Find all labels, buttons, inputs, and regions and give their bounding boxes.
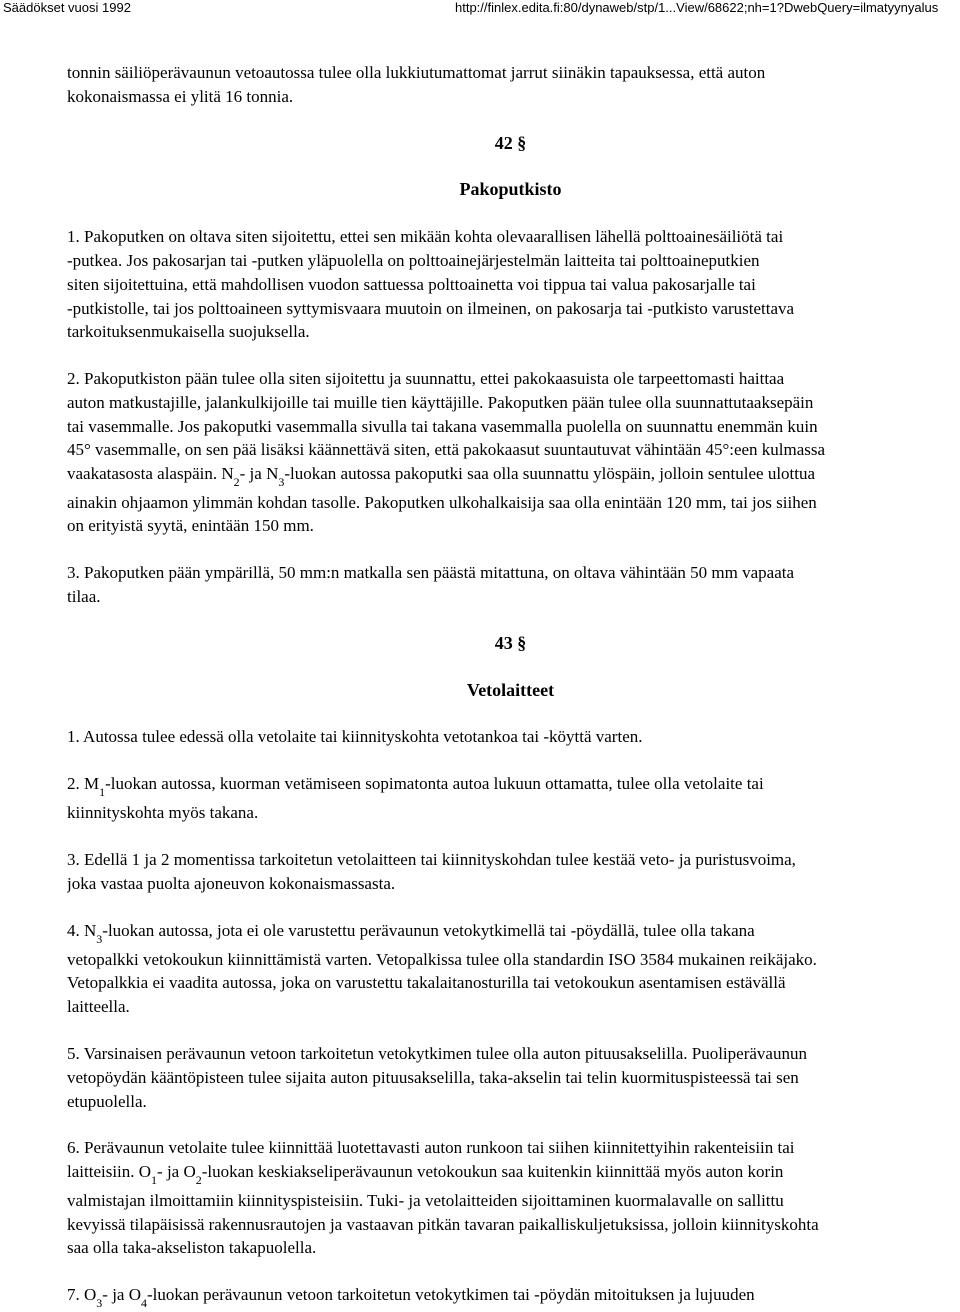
s43-p4-line-3: Vetopalkkia ei vaadita autossa, joka on varustettu takalaitanosturilla tai vetokoukun asentamisen estävällä bbox=[67, 973, 786, 992]
s42-p2-line-5 bbox=[67, 462, 816, 489]
s42-p2-l5-b: - ja N bbox=[239, 464, 279, 483]
s43-p3-line-1: 3. Edellä 1 ja 2 momentissa tarkoitetun vetolaitteen tai kiinnityskohdan tulee kestää veto- ja puristusvoima, bbox=[67, 850, 796, 869]
s42-p1-line-2: -putkea. Jos pakosarjan tai -putken yläpuolella on polttoainejärjestelmän laitteita tai polttoaineputkien bbox=[67, 251, 760, 270]
s43-p6-l2-sub-2: 2 bbox=[195, 1173, 202, 1187]
s42-p2-line-6: ainakin ohjaamon ylimmän kohdan tasolle. Pakoputken ulkohalkaisija saa olla enintään 120 mm, tai jos siihen bbox=[67, 493, 817, 512]
s43-p6-line-5: saa olla taka-akseliston takapuolella. bbox=[67, 1238, 317, 1257]
s43-p4-line-1 bbox=[67, 919, 755, 946]
intro-line-2: kokonaismassa ei ylitä 16 tonnia. bbox=[67, 87, 294, 106]
section-43-title: Vetolaitteet bbox=[466, 680, 555, 700]
s42-p2-l5-sub-2: 3 bbox=[278, 475, 285, 489]
s42-p1-line-3: siten sijoitettuina, että mahdollisen vuodon sattuessa polttoainetta voi tippua tai valua pakosarjalle tai bbox=[67, 275, 756, 294]
s42-p2-line-2: auton matkustajille, jalankulkijoille tai muille tien käyttäjille. Pakoputken pään tulee olla suunnattutaaksepäin bbox=[67, 393, 814, 412]
s43-p5-line-1: 5. Varsinaisen perävaunun vetoon tarkoitetun vetokytkimen tulee olla auton pituusakselilla. Puoliperävaunun bbox=[67, 1044, 807, 1063]
s42-p2-line-4: 45° vasemmalle, on sen pää lisäksi käännettävä siten, että pakokaasut suuntautuvat vähintään 45°:een kulmassa bbox=[67, 440, 826, 459]
s43-p6-line-4: kevyissä tilapäisissä rakennusrautojen ja vastaavan pitkän tavaran paikalliskuljetuksissa, jolloin kiinnityskohta bbox=[67, 1215, 819, 1234]
s43-p7-l1-a: 7. O bbox=[67, 1285, 97, 1304]
header-site-title: Säädökset vuosi 1992 bbox=[3, 0, 131, 15]
s43-p6-l2-a: laitteisiin. O bbox=[67, 1162, 152, 1181]
s43-p4-line-4: laitteella. bbox=[67, 997, 130, 1016]
s43-p4-l1-b: -luokan autossa, jota ei ole varustettu perävaunun vetokytkimellä tai -pöydällä, tulee olla takana bbox=[102, 921, 755, 940]
s43-p1-line-1: 1. Autossa tulee edessä olla vetolaite tai kiinnityskohta vetotankoa tai -köyttä varten. bbox=[67, 727, 643, 746]
section-42-number: 42 § bbox=[494, 133, 527, 153]
s43-p4-l1-a: 4. N bbox=[67, 921, 97, 940]
s42-p3-line-1: 3. Pakoputken pään ympärillä, 50 mm:n matkalla sen päästä mitattuna, on oltava vähintään 50 mm vapaata bbox=[67, 563, 795, 582]
s43-p6-line-1: 6. Perävaunun vetolaite tulee kiinnittää luotettavasti auton runkoon tai siihen kiinnitettyihin rakenteisiin tai bbox=[67, 1138, 795, 1157]
s43-p4-line-2: vetopalkki vetokoukun kiinnittämistä varten. Vetopalkissa tulee olla standardin ISO 3584 mukainen reikäjako. bbox=[67, 950, 817, 969]
s43-p6-l2-c: -luokan keskiakseliperävaunun vetokoukun saa kuitenkin kiinnittää myös auton korin bbox=[201, 1162, 784, 1181]
s43-p7-line-1 bbox=[67, 1283, 755, 1310]
s42-p2-l5-a: vaakatasosta alaspäin. N bbox=[67, 464, 234, 483]
s43-p3-line-2: joka vastaa puolta ajoneuvon kokonaismassasta. bbox=[67, 874, 396, 893]
s43-p2-l1-sub: 1 bbox=[99, 785, 106, 799]
s43-p7-l1-c: -luokan perävaunun vetoon tarkoitetun vetokytkimen tai -pöydän mitoituksen ja lujuuden bbox=[147, 1285, 755, 1304]
s42-p1-line-4: -putkistolle, tai jos polttoaineen syttymisvaara muutoin on ilmeinen, on pakosarja tai -putkisto varustettava bbox=[67, 299, 795, 318]
s43-p6-line-3: valmistajan ilmoittamiin kiinnityspisteisiin. Tuki- ja vetolaitteiden sijoittaminen kuormalavalle on sallittu bbox=[67, 1191, 784, 1210]
section-42-title: Pakoputkisto bbox=[459, 179, 562, 199]
s42-p1-line-5: tarkoituksenmukaisella suojuksella. bbox=[67, 322, 310, 341]
s43-p2-l1-a: 2. M bbox=[67, 774, 100, 793]
s42-p2-line-7: on erityistä syytä, enintään 150 mm. bbox=[67, 516, 314, 535]
s42-p2-l5-sub-1: 2 bbox=[233, 475, 240, 489]
s42-p3-line-2: tilaa. bbox=[67, 587, 101, 606]
s43-p7-l1-sub-1: 3 bbox=[96, 1296, 103, 1310]
s43-p5-line-2: vetopöydän kääntöpisteen tulee sijaita auton pituusakselilla, taka-akselin tai telin kuormituspisteessä tai sen bbox=[67, 1068, 799, 1087]
s43-p5-line-3: etupuolella. bbox=[67, 1092, 147, 1111]
s43-p2-line-1 bbox=[67, 772, 764, 799]
s43-p4-l1-sub: 3 bbox=[96, 932, 103, 946]
s42-p1-line-1: 1. Pakoputken on oltava siten sijoitettu, ettei sen mikään kohta olevaarallisen lähellä polttoainesäiliötä tai bbox=[67, 227, 784, 246]
s43-p6-l2-b: - ja O bbox=[157, 1162, 196, 1181]
s43-p6-line-2 bbox=[67, 1160, 784, 1187]
s43-p2-l1-b: -luokan autossa, kuorman vetämiseen sopimatonta autoa lukuun ottamatta, tulee olla vetolaite tai bbox=[105, 774, 764, 793]
s42-p2-line-3: tai vasemmalle. Jos pakoputki vasemmalla sivulla tai takana vasemmalla puolella on suunnattu enemmän kuin bbox=[67, 417, 818, 436]
document-body bbox=[67, 0, 896, 1312]
section-43-number: 43 § bbox=[494, 633, 527, 653]
s43-p7-l1-sub-2: 4 bbox=[141, 1296, 147, 1310]
intro-line-1: tonnin säiliöperävaunun vetoautossa tulee olla lukkiutumattomat jarrut siinäkin tapauksessa, että auton bbox=[67, 63, 766, 82]
s43-p6-l2-sub-1: 1 bbox=[151, 1173, 158, 1187]
s42-p2-l5-c: -luokan autossa pakoputki saa olla suunnattu ylöspäin, jolloin sentulee ulottua bbox=[284, 464, 816, 483]
s43-p2-line-2: kiinnityskohta myös takana. bbox=[67, 803, 259, 822]
s42-p2-line-1: 2. Pakoputkiston pään tulee olla siten sijoitettu ja suunnattu, ettei pakokaasuista ole tarpeettomasti haittaa bbox=[67, 369, 785, 388]
s43-p7-l1-b: - ja O bbox=[102, 1285, 141, 1304]
header-url[interactable]: http://finlex.edita.fi:80/dynaweb/stp/1...View/68622;nh=1?DwebQuery=ilmatyynyalus bbox=[455, 0, 939, 15]
